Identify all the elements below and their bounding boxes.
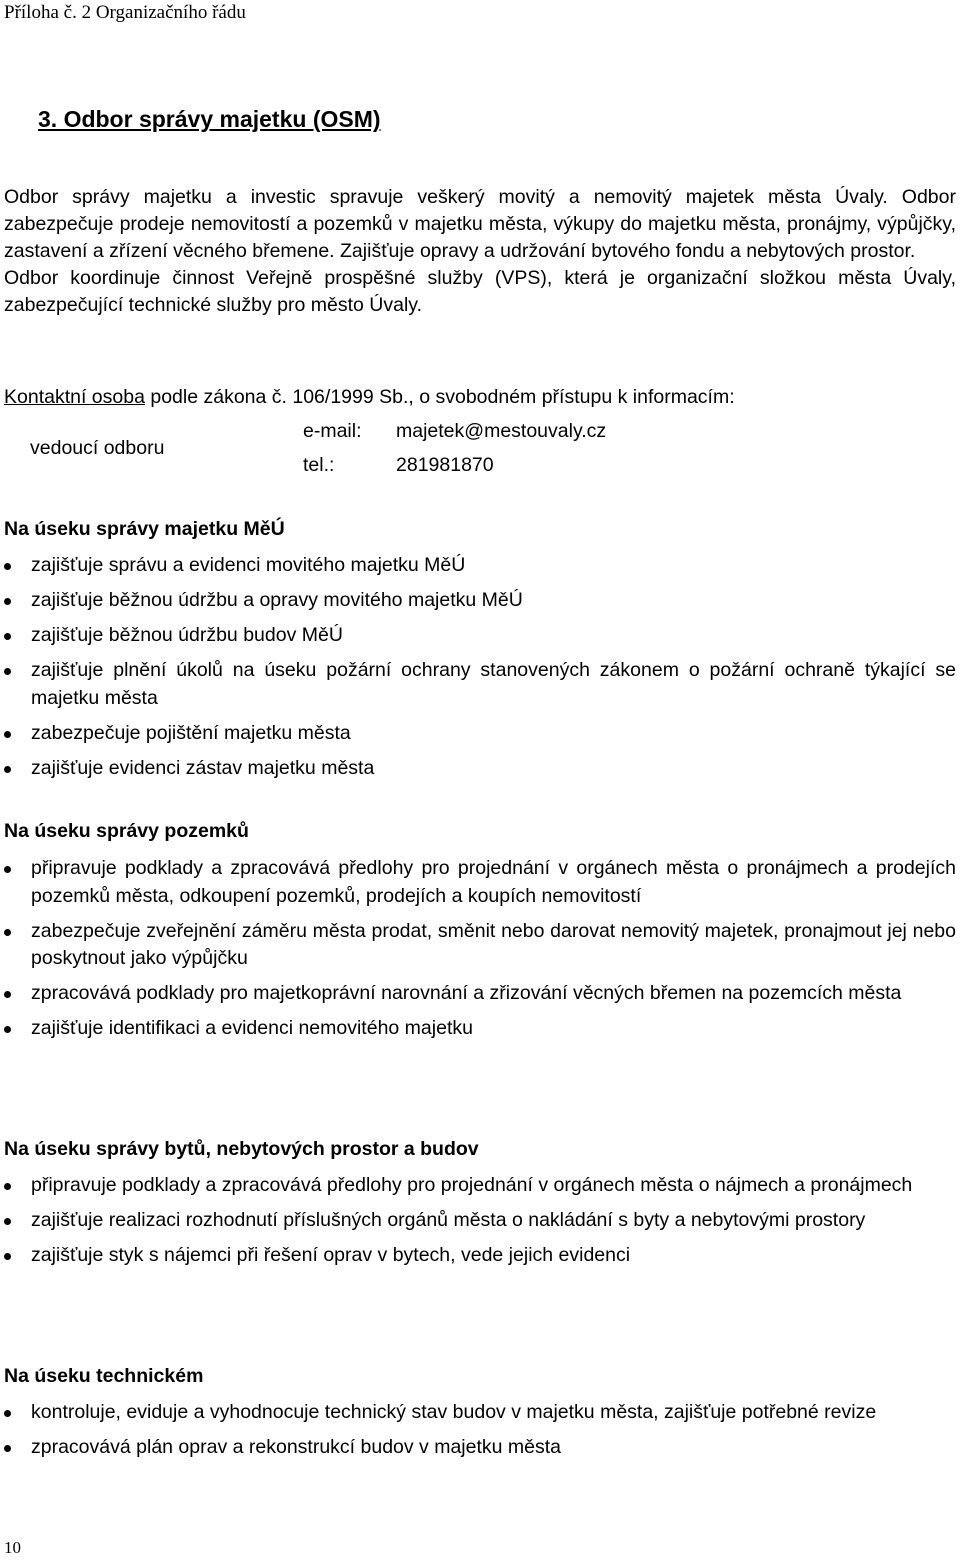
list-item-text: zabezpečuje zveřejnění záměru města prodat, směnit nebo darovat nemovitý majetek, pronajmout jej nebo poskytnout jako výpůjčku — [31, 919, 956, 969]
phone-value: 281981870 — [396, 454, 494, 476]
list-item — [4, 552, 956, 580]
bullet-icon — [4, 1183, 11, 1190]
list-item-text: zajišťuje evidenci zástav majetku města — [31, 756, 375, 779]
bullet-icon — [4, 766, 11, 773]
intro-paragraph-2: Odbor koordinuje činnost Veřejně prospěšné služby (VPS), která je organizační složkou města Úvaly, zabezpečující technické služby pro město Úvaly. — [4, 267, 956, 316]
list-item — [4, 622, 956, 650]
list-item-text: zpracovává plán oprav a rekonstrukcí budov v majetku města — [31, 1436, 562, 1458]
list-item — [4, 1434, 956, 1462]
list-item-text: zajišťuje realizaci rozhodnutí příslušných orgánů města o nakládání s byty a nebytovými prostory — [31, 1209, 866, 1231]
bullet-icon — [4, 598, 11, 605]
list-item — [4, 1015, 956, 1043]
list-item-text: zajišťuje identifikaci a evidenci nemovitého majetku — [31, 1017, 473, 1039]
list-item-text: připravuje podklady a zpracovává předlohy pro projednání v orgánech města o nájmech a pronájmech — [31, 1174, 913, 1196]
list-item — [4, 755, 956, 783]
bullet-icon — [4, 1026, 11, 1033]
section-heading-pozemky: Na úseku správy pozemků — [4, 820, 249, 842]
bullet-icon — [4, 866, 11, 873]
section-title: 3. Odbor správy majetku (OSM) — [38, 106, 381, 132]
bullet-icon — [4, 1410, 11, 1417]
list-item — [4, 980, 956, 1008]
list-item-text: připravuje podklady a zpracovává předlohy pro projednání v orgánech města o pronájmech a prodejích pozemků města, odkoupení pozemků, prodejích a koupích nemovitostí — [31, 857, 956, 907]
bullet-icon — [4, 1218, 11, 1225]
bullet-icon — [4, 1253, 11, 1260]
bullet-icon — [4, 991, 11, 998]
list-item-text: zajišťuje správu a evidenci movitého majetku MěÚ — [31, 554, 466, 576]
list-item-text: zajišťuje styk s nájemci při řešení oprav v bytech, vede jejich evidenci — [31, 1244, 631, 1266]
bullet-icon — [4, 731, 11, 738]
email-value: majetek@mestouvaly.cz — [396, 420, 607, 442]
list-item — [4, 1172, 956, 1200]
page-number: 10 — [4, 1538, 21, 1557]
list-item — [4, 1242, 956, 1270]
bullet-list-majetek — [4, 552, 956, 790]
bullet-icon — [4, 668, 11, 675]
bullet-icon — [4, 929, 11, 936]
bullet-icon — [4, 1445, 11, 1452]
contact-role: vedoucí odboru — [30, 437, 165, 459]
list-item-text: zajišťuje běžnou údržbu budov MěÚ — [31, 624, 343, 646]
bullet-icon — [4, 633, 11, 640]
phone-label: tel.: — [303, 454, 335, 476]
contact-line — [4, 386, 735, 409]
intro-text — [4, 184, 956, 319]
section-heading-byty: Na úseku správy bytů, nebytových prostor a budov — [4, 1138, 479, 1160]
list-item-text: zabezpečuje pojištění majetku města — [31, 721, 351, 744]
list-item-text: zpracovává podklady pro majetkoprávní narovnání a zřizování věcných břemen na pozemcích města — [31, 982, 902, 1004]
section-heading-technicky: Na úseku technickém — [4, 1365, 204, 1387]
list-item — [4, 587, 956, 615]
contact-person-label: Kontaktní osoba — [4, 386, 145, 408]
list-item — [4, 1399, 956, 1427]
list-item — [4, 657, 956, 712]
bullet-list-byty — [4, 1172, 956, 1277]
list-item — [4, 918, 956, 973]
list-item — [4, 1207, 956, 1235]
contact-law-text: podle zákona č. 106/1999 Sb., o svobodném přístupu k informacím: — [144, 386, 735, 408]
list-item — [4, 855, 956, 910]
list-item-text: zajišťuje běžnou údržbu a opravy movitého majetku MěÚ — [31, 589, 523, 611]
bullet-list-technicky — [4, 1399, 956, 1469]
list-item — [4, 720, 956, 748]
list-item-text: zajišťuje plnění úkolů na úseku požární ochrany stanovených zákonem o požární ochraně týkající se majetku města — [31, 659, 956, 709]
list-item-text: kontroluje, eviduje a vyhodnocuje technický stav budov v majetku města, zajišťuje potřebné revize — [31, 1401, 877, 1423]
section-heading-majetek: Na úseku správy majetku MěÚ — [4, 518, 285, 540]
bullet-list-pozemky — [4, 855, 956, 1050]
email-label: e-mail: — [303, 420, 362, 442]
intro-paragraph-1: Odbor správy majetku a investic spravuje veškerý movitý a nemovitý majetek města Úvaly. Odbor zabezpečuje prodeje nemovitostí a pozemků v majetku města, výkupy do majetku města, pronájmy, výpůjčky, zastavení a zřízení věcného břemene. Zajišťuje opravy a udržování bytového fondu a nebytových prostor. — [4, 186, 956, 262]
page-header: Příloha č. 2 Organizačního řádu — [4, 2, 246, 23]
bullet-icon — [4, 563, 11, 570]
